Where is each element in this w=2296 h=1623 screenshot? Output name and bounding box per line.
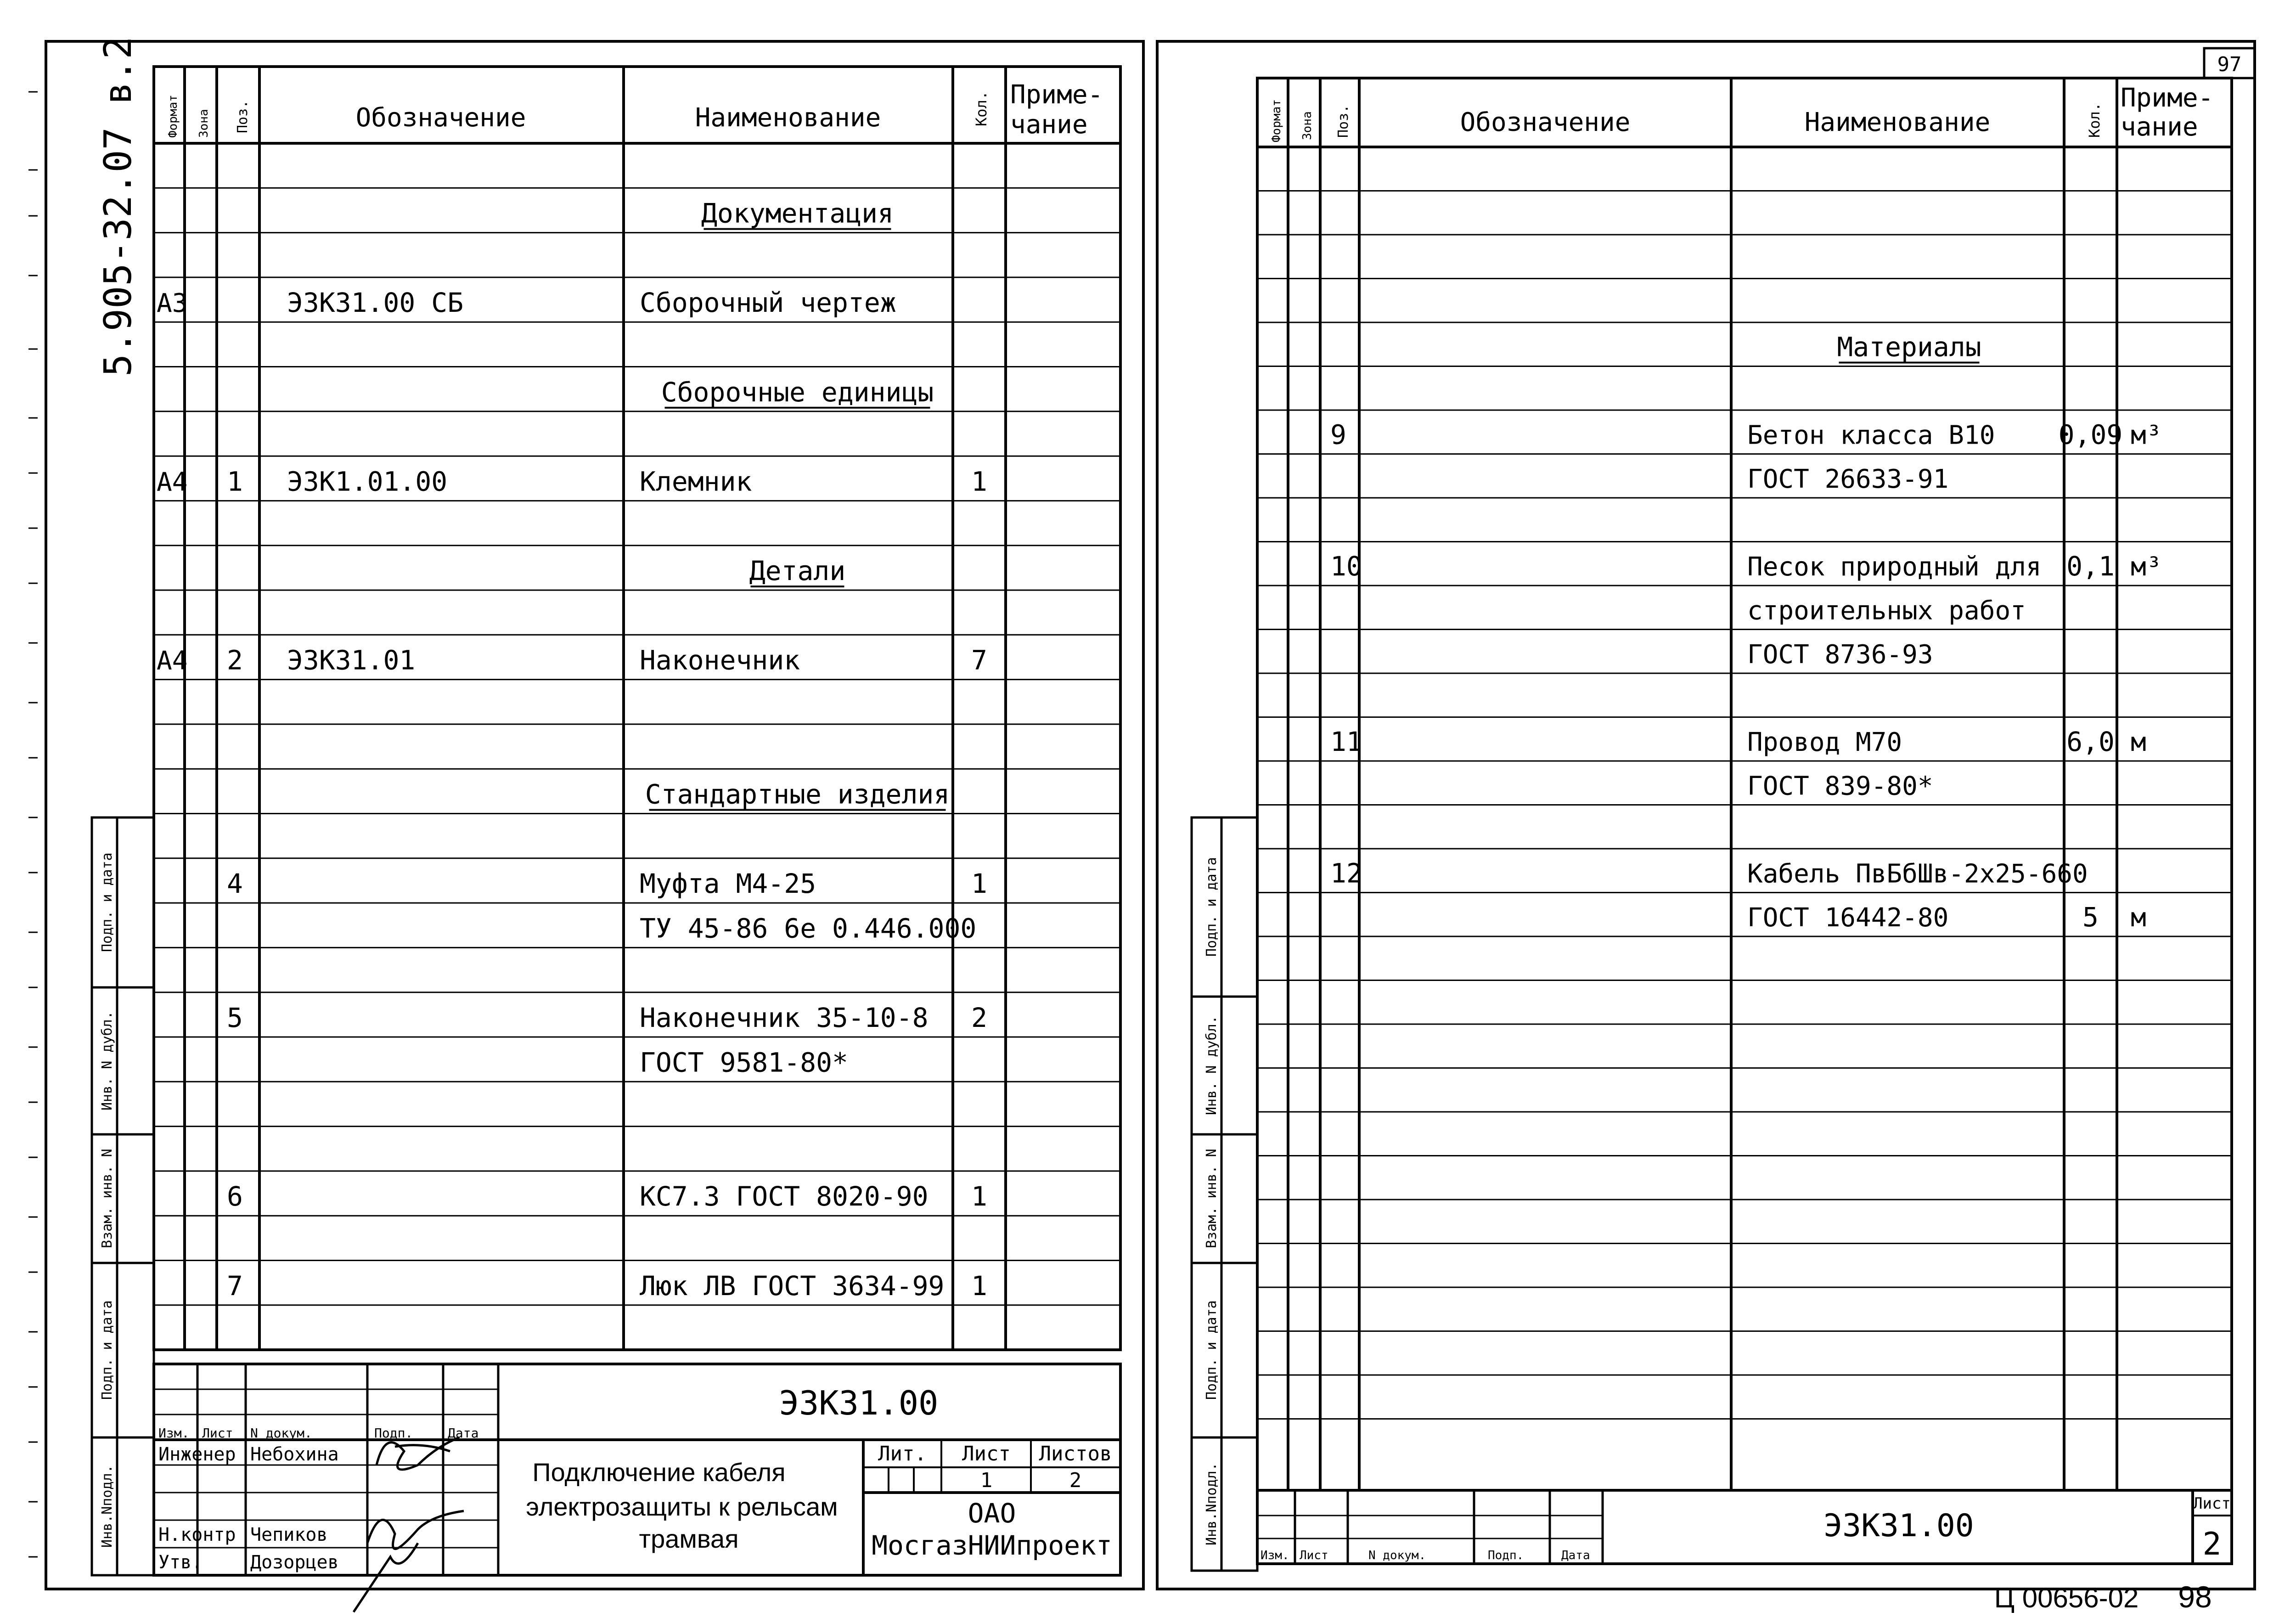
side-label: Инв.Nподл. — [99, 1465, 115, 1548]
row-name: ГОСТ 9581-80* — [640, 1047, 848, 1078]
side-label: Инв.Nподл. — [1204, 1462, 1220, 1545]
right-side-stamp — [1192, 817, 1257, 1571]
archive-stamp: Ц 00656-02 — [1994, 1583, 2139, 1613]
header-qty: Кол. — [2086, 102, 2103, 138]
header-format: Формат — [166, 95, 180, 138]
row-name: Песок природный для — [1747, 552, 2042, 582]
section-heading: Материалы — [1837, 331, 1981, 363]
row-position: 10 — [1330, 551, 1362, 582]
section-heading: Сборочные единицы — [661, 376, 934, 408]
row-position: 11 — [1330, 726, 1362, 757]
signer-name: Чепиков — [250, 1524, 328, 1545]
row-name: ГОСТ 839-80* — [1747, 771, 1933, 801]
right-spec-table — [1257, 78, 2232, 1490]
row-designation: ЭЗК1.01.00 — [287, 466, 448, 497]
side-label: Взам. инв. N — [1204, 1149, 1220, 1248]
col-ndoc: N докум. — [250, 1426, 312, 1441]
row-note: м³ — [2131, 420, 2162, 451]
row-position: 12 — [1330, 857, 1362, 889]
header-note-1: Приме- — [1010, 80, 1103, 110]
row-quantity: 0,1 — [2066, 551, 2115, 582]
row-name: Сборочный чертеж — [640, 287, 896, 319]
row-quantity: 2 — [971, 1002, 987, 1033]
header-designation: Обозначение — [1460, 107, 1631, 137]
col-izm: Изм. — [158, 1426, 190, 1441]
sheet-label: Лист — [2193, 1494, 2231, 1513]
header-name: Наименование — [695, 103, 881, 133]
row-note: м³ — [2131, 552, 2162, 582]
left-outer-frame — [46, 41, 1143, 1589]
header-format: Формат — [1270, 99, 1283, 142]
row-position: 4 — [227, 868, 243, 900]
right-outer-frame — [1157, 41, 2255, 1589]
row-position: 2 — [227, 644, 243, 676]
side-label: Инв. N дубл. — [1204, 1015, 1220, 1115]
row-position: 5 — [227, 1002, 243, 1033]
title-code: ЭЗК31.00 — [1823, 1508, 1974, 1544]
header-note-2: чание — [2121, 112, 2198, 142]
col-list: Лист — [1300, 1549, 1328, 1562]
side-label: Подп. и дата — [1204, 857, 1220, 957]
row-quantity: 1 — [971, 1270, 987, 1302]
org-line-2: МосгазНИИпроект — [872, 1530, 1112, 1561]
row-name: Наконечник 35-10-8 — [640, 1002, 929, 1033]
lit-label: Лит. — [878, 1442, 927, 1465]
row-name: Муфта М4-25 — [640, 868, 816, 900]
row-name: Клемник — [640, 466, 752, 497]
header-qty: Кол. — [973, 90, 990, 126]
row-name: строительных работ — [1747, 596, 2026, 626]
row-name: ТУ 45-86 6е 0.446.000 — [640, 913, 977, 944]
row-quantity: 1 — [971, 466, 987, 497]
signer-role: Утв. — [158, 1552, 203, 1573]
title-line-2: электрозащиты к рельсам — [526, 1492, 838, 1521]
row-quantity: 1 — [971, 1181, 987, 1212]
section-heading: Документация — [701, 197, 894, 229]
side-label: Подп. и дата — [1204, 1300, 1220, 1400]
title-line-3: трамвая — [639, 1524, 739, 1553]
header-pos: Поз. — [1335, 104, 1351, 138]
col-podp: Подп. — [374, 1426, 413, 1441]
row-note: м — [2131, 903, 2146, 933]
signer-role: Н.контр — [158, 1524, 236, 1545]
section-heading: Детали — [749, 555, 846, 586]
sheet-value: 1 — [980, 1469, 993, 1492]
signer-role: Инженер — [158, 1444, 236, 1465]
title-line-1: Подключение кабеля — [532, 1458, 786, 1487]
sheets-value: 2 — [1069, 1469, 1082, 1492]
spine-code: 5.905-32.07 в.2 — [96, 36, 140, 377]
row-quantity: 6,0 — [2066, 726, 2115, 757]
row-quantity: 5 — [2082, 902, 2099, 933]
side-label: Подп. и дата — [99, 852, 115, 952]
header-zone: Зона — [197, 109, 211, 138]
header-note-2: чание — [1010, 110, 1088, 140]
row-position: 6 — [227, 1181, 243, 1212]
sheet-frames — [28, 41, 2255, 1589]
row-format: А4 — [157, 646, 188, 676]
row-name: Провод М70 — [1747, 727, 1902, 757]
row-designation: ЭЗК31.01 — [287, 644, 416, 676]
row-name: ГОСТ 8736-93 — [1747, 640, 1933, 670]
row-position: 7 — [227, 1270, 243, 1302]
right-specification-sheet — [1192, 48, 2255, 1614]
row-name: ГОСТ 26633-91 — [1747, 464, 1949, 494]
side-label: Подп. и дата — [99, 1300, 115, 1400]
sheet-label: Лист — [962, 1442, 1011, 1465]
signature-mark — [354, 1511, 464, 1612]
row-quantity: 0,09 — [2058, 419, 2123, 451]
row-name: ГОСТ 16442-80 — [1747, 903, 1949, 933]
sheets-label: Листов — [1039, 1442, 1112, 1465]
row-quantity: 7 — [971, 644, 987, 676]
row-format: А3 — [157, 288, 188, 319]
col-podp: Подп. — [1488, 1549, 1524, 1562]
left-specification-sheet — [92, 36, 1120, 1612]
row-quantity: 1 — [971, 868, 987, 900]
header-designation: Обозначение — [355, 103, 526, 133]
row-position: 9 — [1330, 419, 1346, 451]
row-designation: ЭЗК31.00 СБ — [287, 287, 464, 319]
org-line-1: ОАО — [968, 1498, 1016, 1529]
left-spec-table — [154, 67, 1120, 1350]
row-name: Наконечник — [640, 644, 800, 676]
row-position: 1 — [227, 466, 243, 497]
signer-name: Дозорцев — [250, 1552, 339, 1573]
col-ndoc: N докум. — [1368, 1549, 1426, 1562]
sheet-value: 2 — [2202, 1526, 2222, 1562]
row-name: Бетон класса В10 — [1747, 420, 1995, 451]
col-izm: Изм. — [1261, 1549, 1289, 1562]
row-note: м — [2131, 727, 2146, 757]
col-data: Дата — [1561, 1549, 1590, 1562]
col-list: Лист — [202, 1426, 233, 1441]
title-code: ЭЗК31.00 — [779, 1384, 939, 1422]
section-heading: Стандартные изделия — [645, 778, 950, 810]
header-note-1: Приме- — [2121, 83, 2214, 113]
header-pos: Поз. — [235, 100, 251, 133]
header-name: Наименование — [1804, 107, 1991, 137]
side-label: Взам. инв. N — [99, 1149, 115, 1248]
page-number-bottom: 98 — [2178, 1580, 2212, 1614]
row-name: Люк ЛВ ГОСТ 3634-99 — [640, 1270, 945, 1302]
row-name: Кабель ПвБбШв-2х25-660 — [1747, 859, 2088, 889]
row-name: КС7.3 ГОСТ 8020-90 — [640, 1181, 929, 1212]
signer-name: Небохина — [250, 1444, 339, 1465]
header-zone: Зона — [1300, 111, 1314, 140]
side-label: Инв. N дубл. — [99, 1011, 115, 1110]
row-format: А4 — [157, 467, 188, 497]
page-number-top: 97 — [2217, 53, 2242, 76]
col-data: Дата — [448, 1426, 479, 1441]
